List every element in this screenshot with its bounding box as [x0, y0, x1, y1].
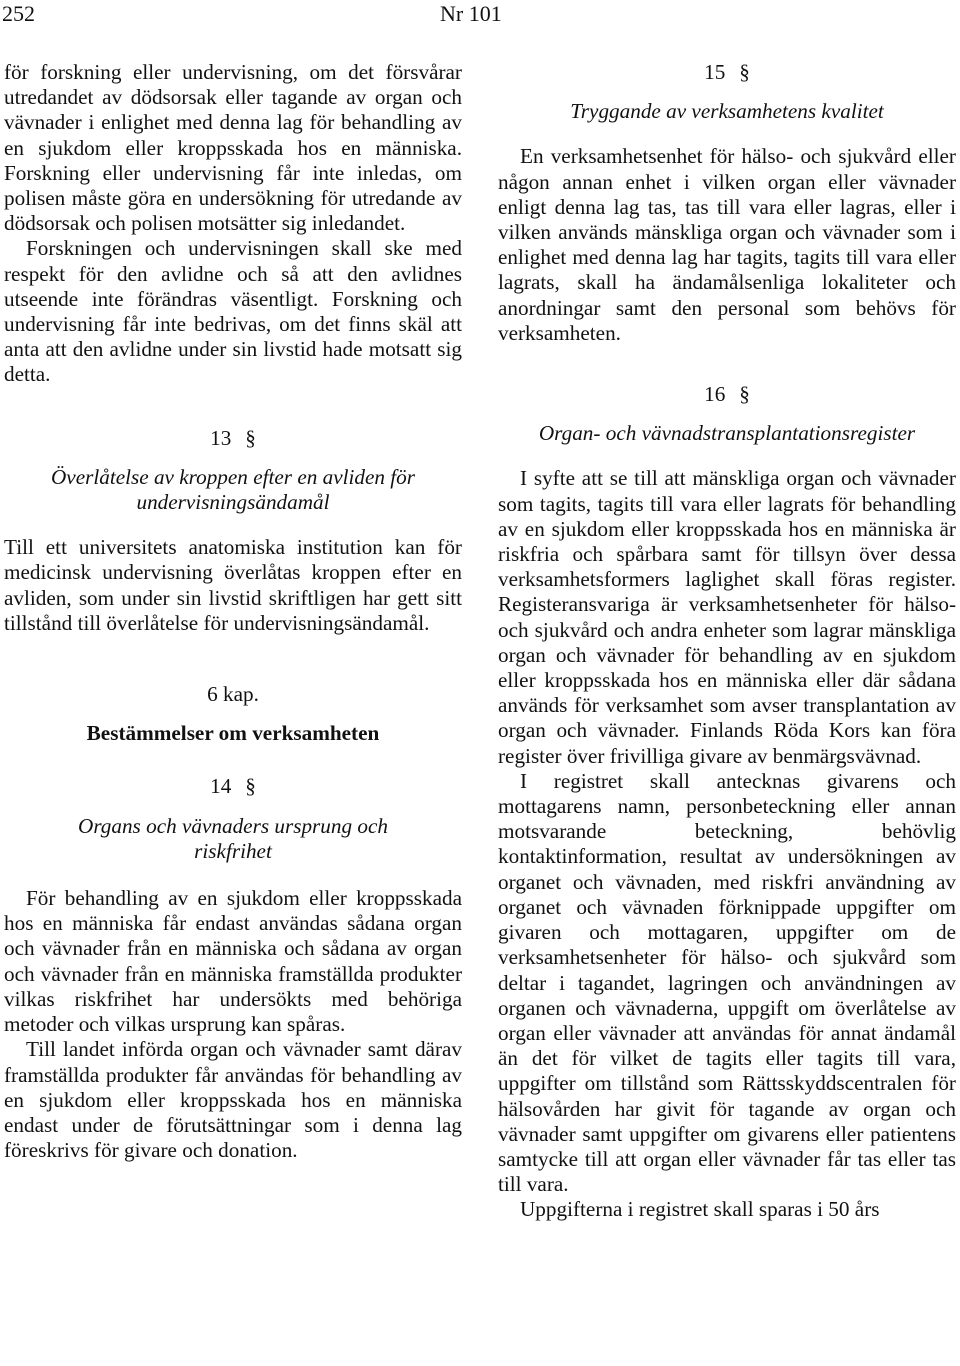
section-number: 13 — [210, 425, 232, 450]
section-number: 14 — [210, 774, 232, 799]
paragraph: Uppgifterna i registret skall sparas i 50 års — [520, 1197, 880, 1222]
paragraph: I syfte att se till att mänskliga organ och vävnader som tagits, tagits till vara eller lagrats för behandling av en sjukdom eller kroppsskada hos en människa är riskfria och spårbara samt för tillsyn över dessa verksamhetsformers laglighet skall föras register. Registeransvariga är verksamhetsenheter för hälso- och sjukvård och andra enheter som lagrar mänskliga organ och vävnader för behandling av en sjukdom eller kroppsskada hos en människa eller där sådana används för verksamhet som avser transplantation av organ och vävnader. Finlands Röda Kors kan föra register över frivilliga givare av benmärgsvävnad. — [498, 466, 956, 768]
section-sign: § — [245, 774, 256, 799]
chapter-number: 6 kap. — [207, 682, 259, 707]
section-13-heading — [4, 426, 462, 451]
section-number: 16 — [704, 382, 726, 407]
paragraph: I registret skall antecknas givarens och mottagarens namn, personbeteckning eller annan motsvarande beteckning, behövlig kontaktinformation, resultat av undersökningen av organet och vävnaden, med riskfri användning av organet och vävnaden förknippade uppgifter om givaren och mottagaren, uppgifter om de verksamhetsenheter för hälso- och sjukvård som deltar i tagandet, lagringen och användningen av organen och vävnaderna, uppgift om överlåtelse av organ eller vävnader att användas för annat ändamål än det för vilket de tagits eller tagits till vara, uppgifter om tillstånd som Rättsskyddscentralen för hälsovården har givit för tagande av organ och vävnader samt uppgifter om givarens eller patientens samtycke till att organ eller vävnader får tas eller tas till vara. — [498, 768, 956, 1197]
section-16-title: Organ- och vävnadstransplantationsregister — [538, 421, 916, 446]
section-16-heading — [498, 382, 956, 407]
section-13-title: Överlåtelse av kroppen efter en avliden för undervisningsändamål — [51, 464, 415, 515]
paragraph: Forskningen och undervisningen skall ske med respekt för den avlidne och så att den avlidnes utseende inte förändras väsentligt. Forskning och undervisning får inte bedrivas, om det finns skäl att anta att den avlidne under sin livstid hade motsatt sig detta. — [4, 236, 462, 387]
issue-number: Nr 101 — [440, 1, 502, 26]
section-15-heading — [498, 60, 956, 85]
section-15-title: Tryggande av verksamhetens kvalitet — [570, 99, 884, 124]
paragraph: För behandling av en sjukdom eller kroppsskada hos en människa får endast användas sådana organ och vävnader från en människa och sådana av organ och vävnader från en människa framställda produkter vilkas riskfrihet har undersökts med behöriga metoder och vilkas ursprung kan spåras. — [4, 886, 462, 1037]
paragraph: för forskning eller undervisning, om det försvårar utredandet av dödsorsak eller tagande av organ och vävnader i enlighet med denna lag för behandling av en sjukdom eller kroppsskada hos en människa. Forskning eller undervisning får inte inledas, om polisen måste göra en undersökning för utredande av dödsorsak och polisen motsätter sig inledandet. — [4, 60, 462, 236]
section-14-title: Organs och vävnaders ursprung och riskfrihet — [78, 813, 388, 863]
chapter-title: Bestämmelser om verksamheten — [86, 721, 380, 746]
section-sign: § — [739, 60, 750, 84]
section-sign: § — [245, 425, 256, 450]
page-header — [0, 0, 960, 30]
page-number: 252 — [2, 1, 35, 26]
paragraph: En verksamhetsenhet för hälso- och sjukvård eller någon annan enhet i vilken organ eller vävnader enligt denna lag tas, tas till vara eller lagras, eller i vilken används mänskliga organ och vävnader som i enlighet med denna lag har tagits, tagits till vara eller lagrats, skall ha ändamålsenliga lokaliteter och anordningar samt den personal som behövs för verksamheten. — [498, 144, 956, 345]
section-sign: § — [739, 382, 750, 407]
section-14-heading — [4, 774, 462, 799]
right-column — [498, 60, 956, 1223]
paragraph: Till ett universitets anatomiska institution kan för medicinsk undervisning överlåtas kroppen efter en avliden, som under sin livstid skriftligen har gett sitt tillstånd till överlåtelse för undervisningsändamål. — [4, 535, 462, 635]
section-number: 15 — [704, 60, 726, 84]
left-column — [4, 60, 462, 1163]
paragraph: Till landet införda organ och vävnader samt därav framställda produkter får användas för behandling av en sjukdom eller kroppsskada hos en människa endast under de förutsättningar som i denna lag föreskrivs för givare och donation. — [4, 1037, 462, 1163]
